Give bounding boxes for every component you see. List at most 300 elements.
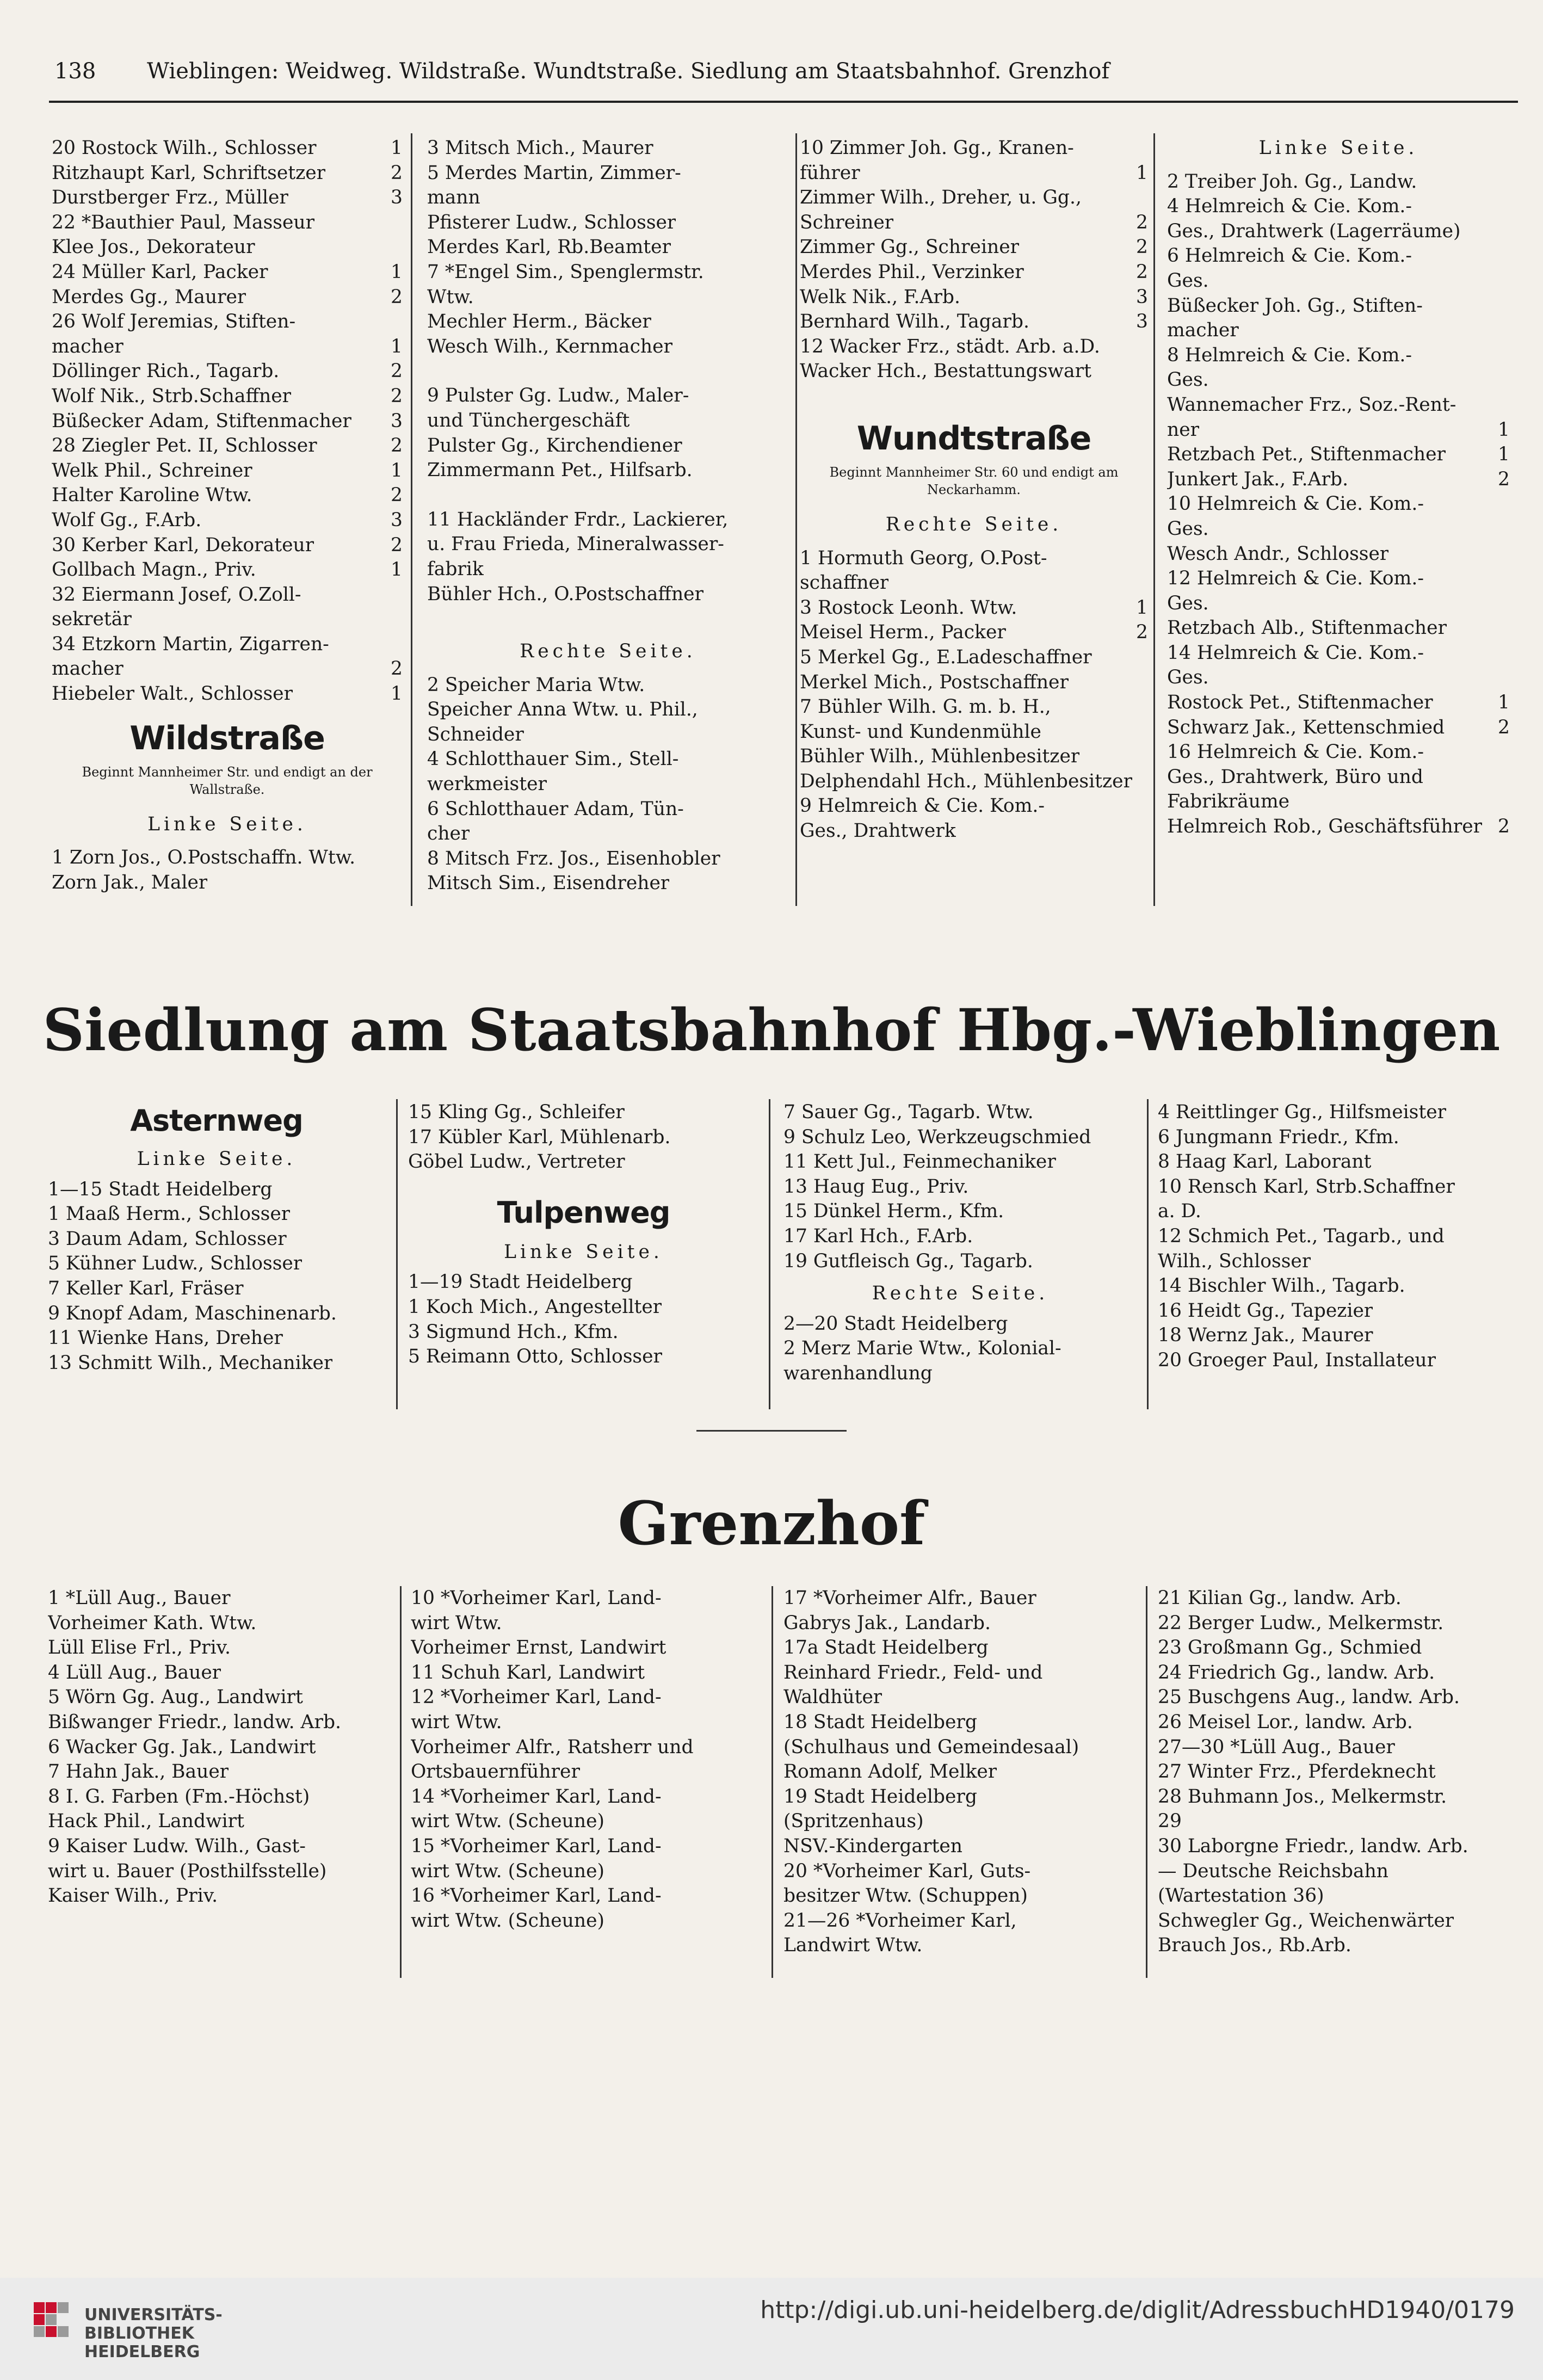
entry-text: 9 Schulz Leo, Werkzeugschmied [783, 1126, 1091, 1148]
directory-entry [800, 235, 1148, 260]
library-name [84, 2306, 223, 2361]
entry-text: 8 Mitsch Frz. Jos., Eisenhobler [427, 847, 720, 870]
entry-floor [761, 1611, 764, 1636]
directory-entry [52, 558, 403, 583]
entry-text: 19 Stadt Heidelberg [783, 1785, 978, 1808]
directory-entry [52, 384, 403, 409]
entry-floor: 3 [1136, 311, 1148, 333]
entry-text: 15 Kling Gg., Schleifer [408, 1101, 625, 1123]
entry-text: Mechler Herm., Bäcker [427, 311, 651, 333]
directory-entry [783, 1150, 1137, 1175]
directory-entry [800, 819, 1148, 844]
directory-entry [783, 1100, 1137, 1125]
directory-entry [48, 1611, 396, 1636]
directory-entry [783, 1834, 1140, 1859]
directory-entry [1158, 1859, 1517, 1884]
directory-entry [427, 235, 789, 260]
entry-floor [1507, 393, 1510, 418]
entry-floor [756, 1100, 759, 1125]
entry-text: 18 Wernz Jak., Maurer [1158, 1324, 1373, 1347]
entry-text: 25 Buschgens Aug., landw. Arb. [1158, 1686, 1460, 1709]
entry-floor [1507, 616, 1510, 641]
entry-text: Wilh., Schlosser [1158, 1250, 1311, 1272]
entry-floor [393, 1611, 396, 1636]
directory-entry [48, 1710, 396, 1735]
directory-entry [427, 508, 789, 533]
entry-text: 1 Zorn Jos., O.Postschaffn. Wtw. [52, 847, 356, 869]
directory-entry [800, 571, 1148, 596]
directory-entry [783, 1224, 1137, 1249]
directory-entry [783, 1933, 1140, 1958]
entry-list [427, 673, 789, 896]
grenzhof-column-2 [411, 1586, 764, 1933]
directory-entry [427, 211, 789, 236]
entry-text: Schwarz Jak., Kettenschmied [1167, 716, 1445, 738]
directory-entry [1167, 393, 1510, 418]
entry-floor: 3 [391, 187, 403, 209]
entry-text: Gollbach Magn., Priv. [52, 559, 256, 581]
entry-floor [399, 632, 403, 657]
directory-entry [48, 1251, 385, 1277]
entry-floor [1514, 1760, 1517, 1785]
entry-floor: 3 [391, 410, 403, 432]
entry-floor [756, 1270, 759, 1295]
entry-text: macher [52, 658, 124, 680]
entry-floor [1137, 1884, 1140, 1909]
entry-floor [393, 1710, 396, 1735]
entry-floor [1137, 1611, 1140, 1636]
directory-entry [783, 1611, 1140, 1636]
entry-text: Merdes Karl, Rb.Beamter [427, 236, 671, 258]
entry-floor [761, 1809, 764, 1834]
entry-floor [1134, 1199, 1137, 1224]
entry-text: 23 Großmann Gg., Schmied [1158, 1637, 1422, 1659]
entry-floor: 2 [391, 534, 403, 556]
entry-text: 6 Helmreich & Cie. Kom.- [1167, 245, 1412, 267]
directory-entry [427, 335, 789, 360]
entry-text: 20 *Vorheimer Karl, Guts- [783, 1860, 1031, 1882]
entry-floor [1137, 1661, 1140, 1686]
entry-floor [786, 532, 789, 557]
directory-entry [783, 1661, 1140, 1686]
directory-entry [1167, 591, 1510, 616]
entry-floor [393, 1884, 396, 1909]
directory-entry [408, 1150, 759, 1175]
entry-text: 13 Schmitt Wilh., Mechaniker [48, 1352, 333, 1374]
entry-floor [1137, 1859, 1140, 1884]
entry-floor [1137, 1834, 1140, 1859]
entry-text: 28 Buhmann Jos., Melkermstr. [1158, 1785, 1447, 1808]
entry-floor: 2 [391, 435, 403, 457]
entry-text: ner [1167, 418, 1200, 441]
entry-text: Bühler Hch., O.Postschaffner [427, 583, 704, 605]
entry-floor: 3 [1136, 286, 1148, 308]
directory-entry [52, 359, 403, 384]
entry-floor [393, 1586, 396, 1611]
directory-entry [1167, 641, 1510, 666]
entry-text: 22 Berger Ludw., Melkermstr. [1158, 1612, 1444, 1634]
directory-entry [427, 310, 789, 335]
entry-text: 1 *Lüll Aug., Bauer [48, 1587, 231, 1609]
entry-list [783, 1312, 1137, 1386]
directory-entry [1167, 716, 1510, 741]
side-heading: Rechte Seite. [885, 513, 1063, 535]
entry-floor [1514, 1909, 1517, 1934]
directory-entry [1158, 1199, 1517, 1224]
directory-entry [1167, 194, 1510, 219]
directory-entry [1158, 1224, 1517, 1249]
footer-bar [0, 2278, 1543, 2380]
entry-floor [1514, 1685, 1517, 1710]
side-heading: Linke Seite. [147, 813, 307, 835]
entry-floor [1514, 1884, 1517, 1909]
entry-text: 10 *Vorheimer Karl, Land- [411, 1587, 662, 1609]
directory-entry [48, 1177, 385, 1203]
entry-text: wirt Wtw. (Scheune) [411, 1860, 604, 1882]
directory-entry [48, 1277, 385, 1302]
entry-floor [786, 871, 789, 896]
directory-entry [800, 645, 1148, 670]
entry-floor: 2 [1498, 816, 1510, 838]
entry-floor [1137, 1760, 1140, 1785]
entry-text: Zimmer Gg., Schreiner [800, 236, 1020, 258]
entry-floor [1134, 1361, 1137, 1386]
entry-floor [393, 1809, 396, 1834]
entry-floor: 2 [1136, 211, 1148, 233]
entry-floor [786, 723, 789, 748]
entry-text: 1—15 Stadt Heidelberg [48, 1178, 273, 1200]
entry-text: 34 Etzkorn Martin, Zigarren- [52, 633, 329, 655]
entry-floor [399, 235, 403, 260]
directory-entry [427, 260, 789, 285]
entry-floor [1507, 269, 1510, 294]
entry-text: 2 Speicher Maria Wtw. [427, 674, 645, 696]
entry-floor [1137, 1710, 1140, 1735]
entry-text: Döllinger Rich., Tagarb. [52, 360, 280, 383]
entry-text: Ges. [1167, 667, 1209, 689]
directory-entry [427, 458, 789, 483]
entry-text: 4 Reittlinger Gg., Hilfsmeister [1158, 1101, 1447, 1123]
entry-text: Vorheimer Kath. Wtw. [48, 1612, 257, 1634]
column-divider [769, 1099, 770, 1409]
entry-text: 26 Meisel Lor., landw. Arb. [1158, 1711, 1413, 1733]
directory-entry [48, 1351, 385, 1376]
entry-text: 16 *Vorheimer Karl, Land- [411, 1885, 662, 1907]
entry-floor [786, 772, 789, 797]
entry-text: 11 Kett Jul., Feinmechaniker [783, 1151, 1056, 1173]
entry-list [48, 1177, 385, 1376]
directory-entry [783, 1125, 1137, 1150]
directory-entry [411, 1685, 764, 1710]
entry-text: (Spritzenhaus) [783, 1810, 924, 1833]
entry-floor [1145, 670, 1148, 695]
entry-floor [393, 1760, 396, 1785]
directory-entry [52, 459, 403, 484]
entry-floor [382, 1326, 385, 1351]
directory-entry [800, 769, 1148, 794]
directory-entry [52, 235, 403, 260]
entry-floor [1134, 1150, 1137, 1175]
entry-floor [1145, 769, 1148, 794]
entry-text: Bißwanger Friedr., landw. Arb. [48, 1711, 342, 1733]
entry-floor [1514, 1809, 1517, 1834]
entry-text: 30 Kerber Karl, Dekorateur [52, 534, 314, 556]
column-divider [1146, 1586, 1147, 1978]
directory-entry [1167, 219, 1510, 244]
directory-entry [1158, 1636, 1517, 1661]
directory-entry [48, 1685, 396, 1710]
entry-text: Pulster Gg., Kirchendiener [427, 434, 682, 457]
directory-entry [783, 1710, 1140, 1735]
entry-text: 9 Knopf Adam, Maschinenarb. [48, 1302, 337, 1324]
directory-entry [1167, 740, 1510, 765]
entry-text: 20 Rostock Wilh., Schlosser [52, 137, 317, 159]
entry-text: Büßecker Adam, Stiftenmacher [52, 410, 351, 432]
entry-floor [393, 1636, 396, 1661]
entry-floor [1134, 1100, 1137, 1125]
street-heading: Asternweg [130, 1103, 303, 1138]
entry-floor [1507, 244, 1510, 269]
entry-floor [786, 847, 789, 872]
entry-floor [399, 871, 403, 896]
entry-text: Durstberger Frz., Müller [52, 187, 288, 209]
directory-entry [800, 744, 1148, 769]
directory-entry [408, 1320, 759, 1345]
entry-floor [382, 1202, 385, 1227]
entry-text: schaffner [800, 572, 889, 594]
entry-floor [1134, 1175, 1137, 1200]
directory-entry [411, 1760, 764, 1785]
entry-floor [1514, 1636, 1517, 1661]
directory-entry [408, 1125, 759, 1150]
entry-text: 27 Winter Frz., Pferdeknecht [1158, 1761, 1436, 1783]
entry-text: 3 Rostock Leonh. Wtw. [800, 596, 1017, 619]
entry-floor [399, 846, 403, 871]
entry-text: Klee Jos., Dekorateur [52, 236, 255, 258]
entry-text: 12 Helmreich & Cie. Kom.- [1167, 568, 1424, 590]
entry-list [783, 1586, 1140, 1958]
entry-floor [1507, 566, 1510, 591]
entry-floor [761, 1834, 764, 1859]
entry-text: 16 Helmreich & Cie. Kom.- [1167, 741, 1424, 763]
directory-entry [1167, 343, 1510, 368]
entry-floor [761, 1859, 764, 1884]
wieblingen-column-3 [800, 136, 1148, 844]
entry-text: Ges. [1167, 369, 1209, 391]
directory-entry [48, 1202, 385, 1227]
directory-entry [411, 1809, 764, 1834]
directory-entry [427, 136, 789, 161]
entry-text: Pfisterer Ludw., Schlosser [427, 211, 676, 233]
grenzhof-column-4 [1158, 1586, 1517, 1958]
entry-text: 15 *Vorheimer Karl, Land- [411, 1835, 662, 1857]
entry-floor [756, 1320, 759, 1345]
street-heading: Wildstraße [129, 719, 325, 757]
directory-entry [783, 1859, 1140, 1884]
entry-list [800, 546, 1148, 844]
entry-list [408, 1100, 759, 1175]
entry-floor [1507, 368, 1510, 393]
directory-entry [1158, 1125, 1517, 1150]
entry-floor [786, 260, 789, 285]
entry-text: 10 Zimmer Joh. Gg., Kranen- [800, 137, 1074, 159]
entry-text: Hiebeler Walt., Schlosser [52, 683, 293, 705]
entry-text: 10 Helmreich & Cie. Kom.- [1167, 493, 1424, 515]
entry-floor [1137, 1933, 1140, 1958]
entry-text: Zimmer Wilh., Dreher, u. Gg., [800, 187, 1082, 209]
directory-entry [783, 1809, 1140, 1834]
source-url-link[interactable]: http://digi.ub.uni-heidelberg.de/diglit/AdressbuchHD1940/0179 [760, 2296, 1515, 2324]
entry-text: 8 Helmreich & Cie. Kom.- [1167, 344, 1412, 366]
entry-floor [786, 359, 789, 384]
entry-text: werkmeister [427, 773, 547, 796]
entry-text: 1 Hormuth Georg, O.Post- [800, 547, 1047, 569]
directory-entry [52, 211, 403, 236]
siedlung-column-3 [783, 1100, 1137, 1386]
entry-list [411, 1586, 764, 1933]
entry-floor [1134, 1249, 1137, 1274]
directory-entry [52, 161, 403, 186]
entry-floor [1507, 194, 1510, 219]
column-divider [1153, 133, 1155, 906]
entry-text: 18 Stadt Heidelberg [783, 1711, 978, 1733]
directory-entry [52, 508, 403, 533]
directory-entry [48, 1586, 396, 1611]
directory-entry [52, 434, 403, 459]
entry-text: wirt Wtw. (Scheune) [411, 1810, 604, 1833]
entry-text: Romann Adolf, Melker [783, 1761, 997, 1783]
directory-entry [1158, 1611, 1517, 1636]
entry-text: macher [52, 335, 124, 357]
entry-text: Mitsch Sim., Eisendreher [427, 872, 670, 895]
university-logo-icon [34, 2302, 69, 2346]
entry-floor [1514, 1125, 1517, 1150]
entry-floor: 2 [1136, 261, 1148, 283]
directory-entry [1158, 1909, 1517, 1934]
entry-floor [399, 583, 403, 608]
entry-floor [786, 673, 789, 698]
directory-entry [1158, 1760, 1517, 1785]
directory-entry [411, 1884, 764, 1909]
entry-text: 5 Merkel Gg., E.Ladeschaffner [800, 646, 1092, 668]
entry-floor [1145, 546, 1148, 571]
entry-text: Zimmermann Pet., Hilfsarb. [427, 459, 693, 482]
entry-text: Welk Nik., F.Arb. [800, 286, 960, 308]
directory-entry [427, 847, 789, 872]
entry-text: 2 Treiber Joh. Gg., Landw. [1167, 170, 1417, 193]
entry-floor [786, 582, 789, 607]
entry-floor: 1 [1498, 443, 1510, 466]
entry-text: 1 Koch Mich., Angestellter [408, 1296, 662, 1318]
directory-entry [1158, 1299, 1517, 1324]
entry-text: mann [427, 187, 480, 209]
directory-entry [427, 582, 789, 607]
entry-floor [1514, 1150, 1517, 1175]
directory-entry [52, 335, 403, 360]
entry-text: 9 Pulster Gg. Ludw., Maler- [427, 385, 689, 407]
directory-entry [52, 186, 403, 211]
entry-floor [1514, 1299, 1517, 1324]
entry-text: 22 *Bauthier Paul, Masseur [52, 211, 315, 233]
directory-entry [800, 310, 1148, 335]
entry-text: Brauch Jos., Rb.Arb. [1158, 1934, 1351, 1957]
entry-text: Wesch Wilh., Kernmacher [427, 335, 673, 357]
side-heading: Rechte Seite. [520, 640, 696, 663]
directory-entry [427, 557, 789, 582]
entry-text: 2 Merz Marie Wtw., Kolonial- [783, 1337, 1061, 1360]
entry-floor [761, 1735, 764, 1760]
entry-floor [1514, 1175, 1517, 1200]
directory-entry [800, 596, 1148, 621]
entry-list [52, 136, 403, 707]
entry-floor [1514, 1199, 1517, 1224]
entry-text: (Schulhaus und Gemeindesaal) [783, 1736, 1079, 1758]
directory-entry [1158, 1685, 1517, 1710]
entry-floor [786, 797, 789, 822]
entry-text: 4 Lüll Aug., Bauer [48, 1661, 221, 1684]
entry-text: 12 *Vorheimer Karl, Land- [411, 1686, 662, 1709]
entry-floor [1145, 720, 1148, 745]
directory-entry [427, 483, 789, 508]
entry-text: 21 Kilian Gg., landw. Arb. [1158, 1587, 1402, 1609]
entry-floor [393, 1685, 396, 1710]
entry-text: 32 Eiermann Josef, O.Zoll- [52, 583, 301, 606]
library-name-line: BIBLIOTHEK [84, 2324, 194, 2343]
directory-entry [411, 1710, 764, 1735]
entry-floor [786, 235, 789, 260]
entry-floor [1507, 492, 1510, 517]
entry-floor: 2 [391, 286, 403, 308]
entry-floor: 1 [391, 683, 403, 705]
directory-entry [52, 260, 403, 285]
entry-floor [786, 557, 789, 582]
entry-floor [1145, 571, 1148, 596]
entry-floor [382, 1177, 385, 1203]
directory-entry [427, 871, 789, 896]
siedlung-column-4 [1158, 1100, 1517, 1373]
entry-text: 6 Schlotthauer Adam, Tün- [427, 798, 684, 820]
entry-floor [1134, 1312, 1137, 1337]
entry-floor [761, 1685, 764, 1710]
directory-entry [427, 359, 789, 384]
section-separator [696, 1430, 847, 1432]
entry-text: 8 Haag Karl, Laborant [1158, 1151, 1372, 1173]
directory-entry [800, 695, 1148, 720]
directory-entry [52, 285, 403, 310]
running-head-text: Wieblingen: Weidweg. Wildstraße. Wundtstraße. Siedlung am Staatsbahnhof. Grenzhof [147, 59, 1110, 84]
wieblingen-column-1 [52, 136, 403, 895]
directory-entry [48, 1809, 396, 1834]
entry-floor [1514, 1323, 1517, 1348]
entry-floor: 3 [391, 509, 403, 531]
wieblingen-column-2 [427, 136, 789, 896]
entry-floor [786, 384, 789, 409]
directory-entry [48, 1834, 396, 1859]
entry-text: Delphendahl Hch., Mühlenbesitzer [800, 770, 1133, 792]
directory-entry [783, 1760, 1140, 1785]
page-number: 138 [54, 59, 96, 84]
entry-text: wirt Wtw. [411, 1612, 502, 1634]
entry-floor [1514, 1611, 1517, 1636]
entry-text: Ritzhaupt Karl, Schriftsetzer [52, 162, 326, 184]
entry-floor [761, 1661, 764, 1686]
entry-floor [382, 1251, 385, 1277]
entry-text: 17 *Vorheimer Alfr., Bauer [783, 1587, 1036, 1609]
entry-list [1167, 170, 1510, 840]
directory-entry [783, 1884, 1140, 1909]
entry-text: 9 Kaiser Ludw. Wilh., Gast- [48, 1835, 306, 1857]
entry-floor [393, 1859, 396, 1884]
